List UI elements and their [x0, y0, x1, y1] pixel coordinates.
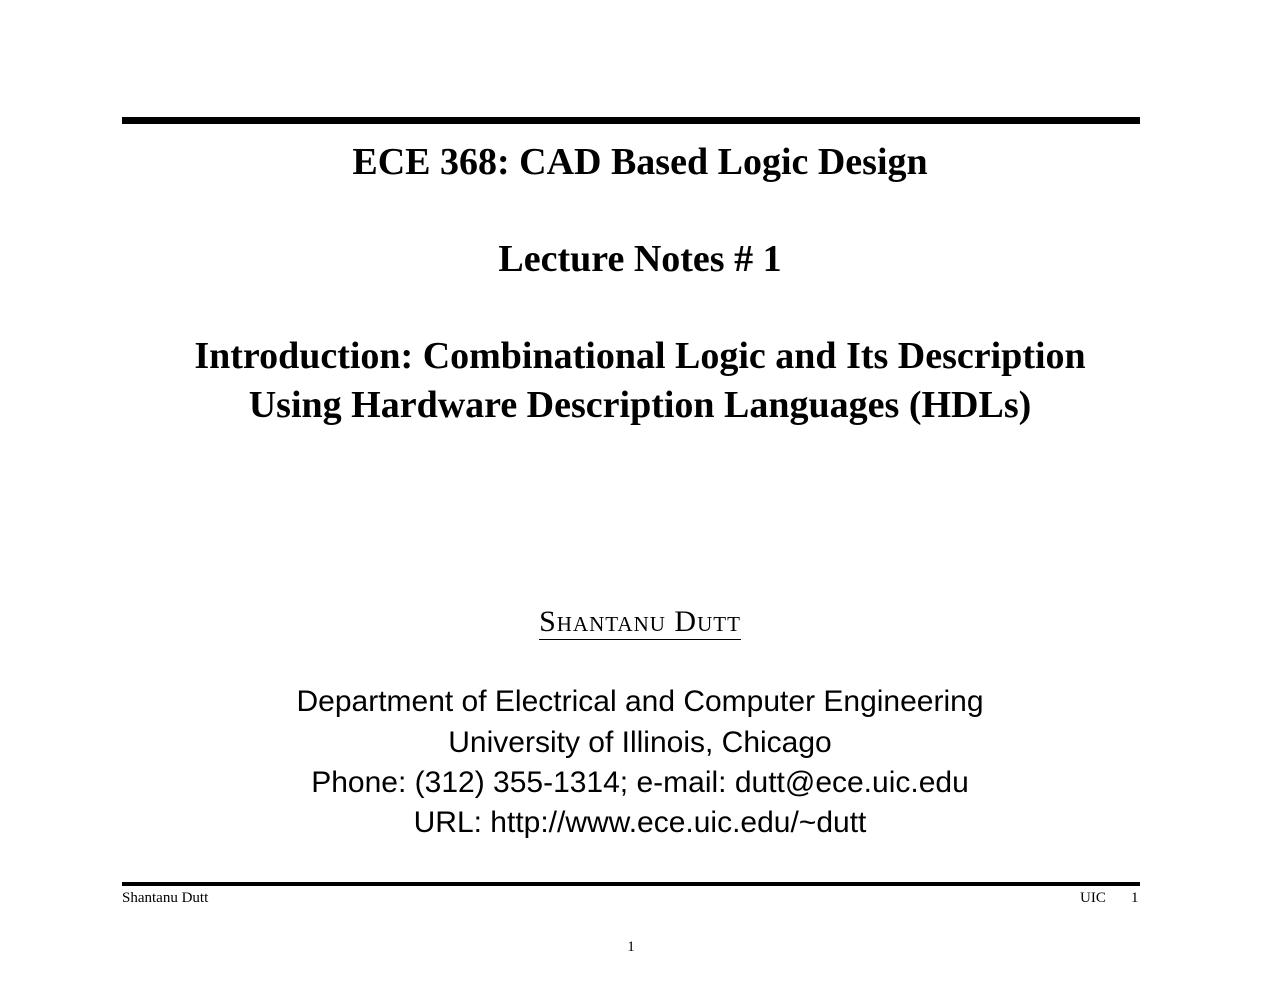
footer-slide-number: 1 — [1131, 890, 1139, 906]
footer-org: UIC — [1080, 890, 1106, 906]
subtitle-line-1: Introduction: Combinational Logic and Its Description — [194, 335, 1086, 377]
url: URL: http://www.ece.uic.edu/~dutt — [413, 806, 867, 839]
department: Department of Electrical and Computer Engineering — [296, 685, 984, 718]
course-title: ECE 368: CAD Based Logic Design — [352, 141, 928, 183]
university: University of Illinois, Chicago — [448, 726, 832, 759]
top-rule — [122, 117, 1140, 124]
page-number: 1 — [627, 939, 635, 955]
subtitle-line-2: Using Hardware Description Languages (HDLs) — [248, 384, 1032, 426]
bottom-rule — [122, 882, 1140, 886]
author-name — [0, 605, 1280, 639]
lecture-number: Lecture Notes # 1 — [498, 238, 782, 280]
author-name-text: Shantanu Dutt — [539, 605, 741, 638]
footer-author: Shantanu Dutt — [122, 890, 209, 906]
phone-email: Phone: (312) 355-1314; e-mail: dutt@ece.uic.edu — [311, 766, 969, 799]
